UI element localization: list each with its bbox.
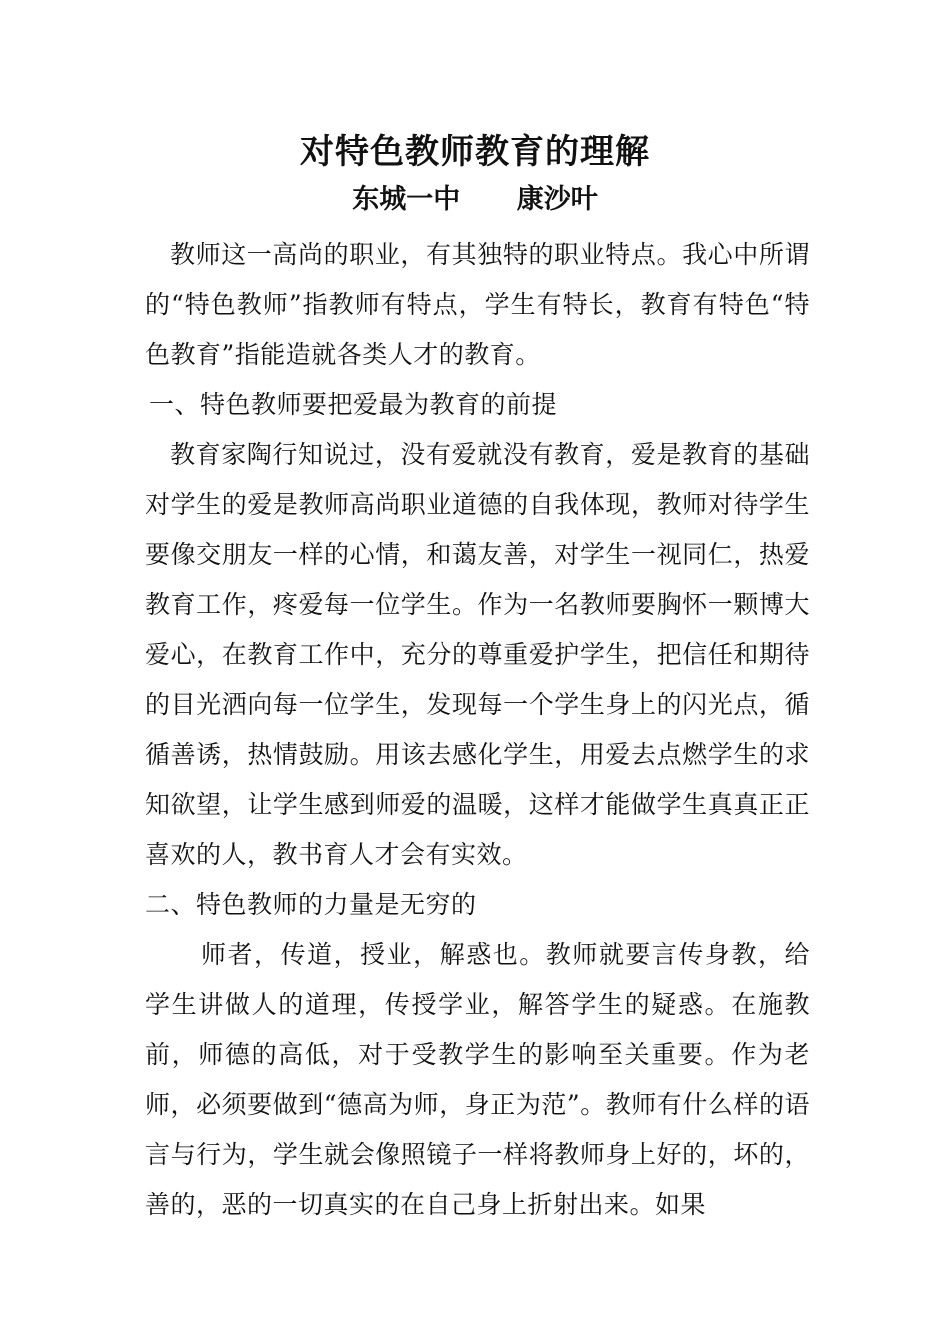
section-1-heading: 一、特色教师要把爱最为教育的前提 [149, 390, 558, 419]
document-body [145, 230, 810, 1230]
section-1-paragraph: 教育家陶行知说过，没有爱就没有教育，爱是教育的基础对学生的爱是教师高尚职业道德的自我体现，教师对待学生要像交朋友一样的心情，和蔼友善，对学生一视同仁，热爱教育工作，疼爱每一位学生。作为一名教师要胸怀一颗博大爱心，在教育工作中，充分的尊重爱护学生，把信任和期待的目光洒向每一位学生，发现每一个学生身上的闪光点，循循善诱，热情鼓励。用该去感化学生，用爱去点燃学生的求知欲望，让学生感到师爱的温暖，这样才能做学生真真正正喜欢的人，教书育人才会有实效。 [145, 440, 810, 869]
intro-paragraph: 教师这一高尚的职业，有其独特的职业特点。我心中所谓的“特色教师”指教师有特点，学生有特长，教育有特色“特色教育”指能造就各类人才的教育。 [145, 240, 810, 369]
document-title: 对特色教师教育的理解 [300, 132, 650, 172]
author-line: 东城一中 康沙叶 [352, 184, 598, 215]
section-2-heading: 二、特色教师的力量是无穷的 [145, 890, 477, 919]
section-2-paragraph: 师者，传道，授业，解惑也。教师就要言传身教，给学生讲做人的道理，传授学业，解答学生的疑惑。在施教前，师德的高低，对于受教学生的影响至关重要。作为老师，必须要做到“德高为师，身正为范”。教师有什么样的语言与行为，学生就会像照镜子一样将教师身上好的，坏的，善的，恶的一切真实的在自己身上折射出来。如果 [145, 940, 810, 1219]
